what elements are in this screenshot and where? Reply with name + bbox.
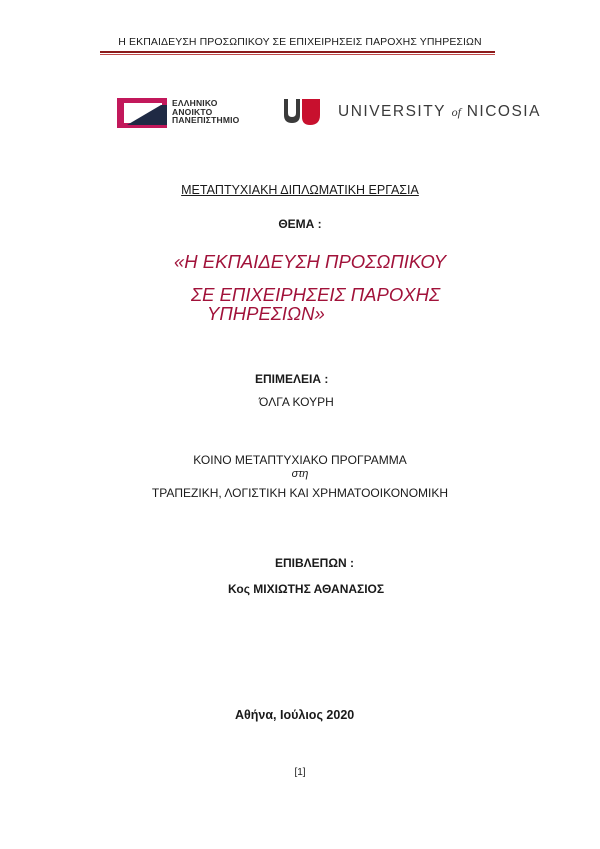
program-line-1: ΚΟΙΝΟ ΜΕΤΑΠΤΥΧΙΑΚΟ ΠΡΟΓΡΑΜΜΑ: [193, 453, 407, 467]
program-line-2: στη: [291, 468, 309, 480]
page-number: [1]: [294, 767, 306, 778]
eap-logo-line3: ΠΑΝΕΠΙΣΤΗΜΙΟ: [172, 115, 240, 125]
editor-label: ΕΠΙΜΕΛΕΙΑ :: [255, 372, 329, 386]
running-header: Η ΕΚΠΑΙΔΕΥΣΗ ΠΡΟΣΩΠΙΚΟΥ ΣΕ ΕΠΙΧΕΙΡΗΣΕΙΣ ΠΑΡΟΧΗΣ ΥΠΗΡΕΣΙΩΝ: [118, 36, 482, 48]
eap-logo-line2: ΑΝΟΙΚΤΟ: [172, 106, 213, 117]
eap-logo-line1: ΕΛΛΗΝΙΚΟ: [172, 98, 218, 108]
supervisor-label: ΕΠΙΒΛΕΠΩΝ :: [275, 556, 354, 570]
header-rule: [100, 51, 495, 53]
unic-logo-nicosia: NICOSIA: [466, 103, 541, 120]
thesis-type: ΜΕΤΑΠΤΥΧΙΑΚΗ ΔΙΠΛΩΜΑΤΙΚΗ ΕΡΓΑΣΙΑ: [181, 183, 419, 197]
header-rule-thin: [100, 54, 495, 55]
unic-logo-wordmark: [338, 103, 541, 121]
theme-label: ΘΕΜΑ :: [278, 217, 322, 231]
eap-logo-text: [172, 99, 239, 125]
unic-logo-of: of: [451, 105, 461, 119]
unic-logo-right-shape: [302, 99, 320, 125]
unic-logo-university: UNIVERSITY: [338, 103, 446, 120]
place-date: Αθήνα, Ιούλιος 2020: [235, 708, 355, 722]
unic-logo-mark: [282, 97, 322, 127]
author-name: ΌΛΓΑ ΚΟΥΡΗ: [259, 395, 334, 409]
program-line-3: ΤΡΑΠΕΖΙΚΗ, ΛΟΓΙΣΤΙΚΗ ΚΑΙ ΧΡΗΜΑΤΟΟΙΚΟΝΟΜΙΚΗ: [151, 486, 449, 500]
title-line-3: ΥΠΗΡΕΣΙΩΝ»: [207, 303, 325, 324]
supervisor-name: Κος ΜΙΧΙΩΤΗΣ ΑΘΑΝΑΣΙΟΣ: [228, 582, 385, 596]
title-line-1: «Η ΕΚΠΑΙΔΕΥΣΗ ΠΡΟΣΩΠΙΚΟΥ: [174, 251, 447, 272]
title-line-2: ΣΕ ΕΠΙΧΕΙΡΗΣΕΙΣ ΠΑΡΟΧΗΣ: [191, 284, 441, 305]
